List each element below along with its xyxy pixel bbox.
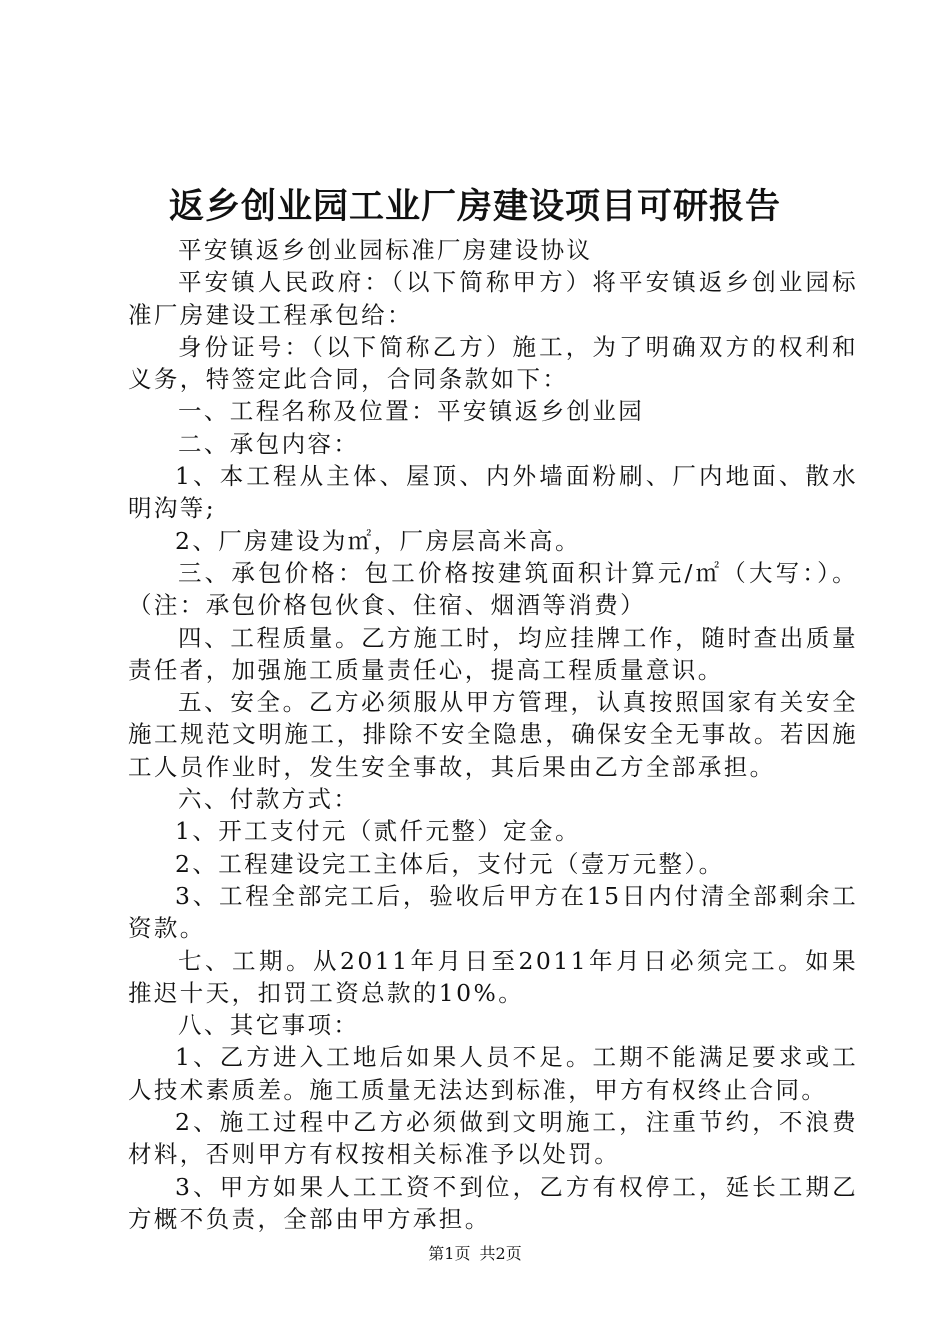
paragraph-section-8: 八、其它事项： xyxy=(178,1011,360,1040)
page-number: 第1页 xyxy=(428,1244,471,1263)
document-body xyxy=(128,234,858,1235)
paragraph-section-8-item-1: 1、乙方进入工地后如果人员不足。工期不能满足要求或工人技术素质差。施工质量无法达到标准，甲方有权终止合同。 xyxy=(128,1043,858,1104)
paragraph-section-2-item-2: 2、厂房建设为㎡，厂房层高米高。 xyxy=(175,526,581,555)
paragraph-section-2-item-1: 1、本工程从主体、屋顶、内外墙面粉刷、厂内地面、散水明沟等; xyxy=(128,462,858,523)
paragraph-section-8-item-2: 2、施工过程中乙方必须做到文明施工，注重节约，不浪费材料，否则甲方有权按相关标准予以处罚。 xyxy=(128,1108,858,1169)
paragraph-section-5: 五、安全。乙方必须服从甲方管理，认真按照国家有关安全施工规范文明施工，排除不安全隐患，确保安全无事故。若因施工人员作业时，发生安全事故，其后果由乙方全部承担。 xyxy=(128,688,858,781)
paragraph-section-8-item-3: 3、甲方如果人工工资不到位，乙方有权停工，延长工期乙方概不负责，全部由甲方承担。 xyxy=(128,1172,858,1233)
paragraph-party-b: 身份证号：（以下简称乙方）施工，为了明确双方的权利和义务，特签定此合同，合同条款如下： xyxy=(128,332,858,394)
paragraph-section-1: 一、工程名称及位置：平安镇返乡创业园 xyxy=(178,397,645,426)
paragraph-section-6-item-1: 1、开工支付元（贰仟元整）定金。 xyxy=(175,817,581,846)
paragraph-section-6-item-3: 3、工程全部完工后，验收后甲方在15日内付清全部剩余工资款。 xyxy=(128,881,858,943)
document-title: 返乡创业园工业厂房建设项目可研报告 xyxy=(168,186,781,227)
paragraph-section-4: 四、工程质量。乙方施工时，均应挂牌工作，随时查出质量责任者，加强施工质量责任心，提高工程质量意识。 xyxy=(128,623,858,684)
paragraph-section-7: 七、工期。从2011年月日至2011年月日必须完工。如果推迟十天，扣罚工资总款的10%。 xyxy=(128,946,858,1007)
page-footer xyxy=(0,1242,950,1266)
paragraph-party-a: 平安镇人民政府：（以下简称甲方）将平安镇返乡创业园标准厂房建设工程承包给： xyxy=(128,268,858,329)
paragraph-section-3: 三、承包价格：包工价格按建筑面积计算元/㎡（大写：）。（注：承包价格包伙食、住宿、烟酒等消费） xyxy=(128,558,858,620)
paragraph-section-2: 二、承包内容： xyxy=(178,429,360,458)
paragraph-section-6: 六、付款方式： xyxy=(178,785,360,814)
paragraph-agreement-name: 平安镇返乡创业园标准厂房建设协议 xyxy=(178,236,593,264)
paragraph-section-6-item-2: 2、工程建设完工主体后，支付元（壹万元整）。 xyxy=(175,849,725,878)
page-total: 共2页 xyxy=(479,1244,522,1263)
